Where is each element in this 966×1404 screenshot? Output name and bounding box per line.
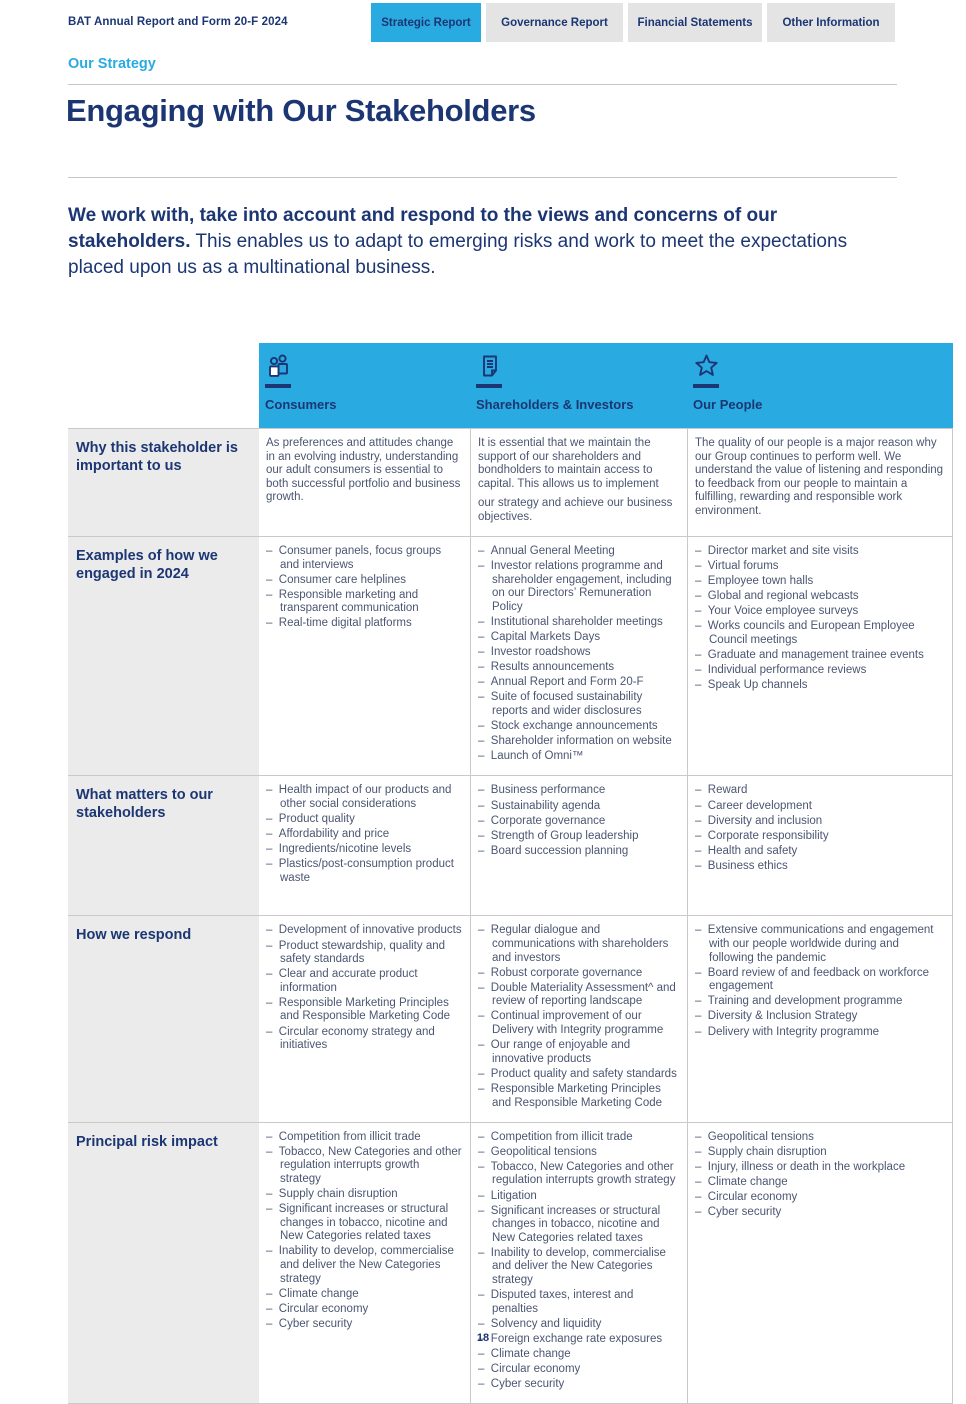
bullet-item: – Geopolitical tensions bbox=[478, 1146, 679, 1160]
bullet-item: – Cyber security bbox=[695, 1206, 944, 1220]
bullet-item: – Director market and site visits bbox=[695, 545, 944, 559]
cell-shareholders-investors bbox=[470, 916, 687, 1121]
bullet-item: – Speak Up channels bbox=[695, 679, 944, 693]
document-icon bbox=[476, 353, 679, 379]
bullet-item: – Suite of focused sustainability reports and wider disclosures bbox=[478, 691, 679, 718]
section-label: Our Strategy bbox=[68, 56, 156, 72]
bullet-item: – Employee town halls bbox=[695, 575, 944, 589]
stakeholder-table bbox=[68, 343, 953, 1404]
bullet-list bbox=[266, 924, 462, 1052]
bullet-list bbox=[695, 1131, 944, 1220]
bullet-item: – Affordability and price bbox=[266, 828, 462, 842]
paragraph: It is essential that we maintain the support of our shareholders and bondholders to maintain access to capital. This allows us to implement bbox=[478, 437, 659, 490]
paragraph: As preferences and attitudes change in an evolving industry, understanding our adult consumers is essential to both successful portfolio and business growth. bbox=[266, 437, 461, 504]
row-label-text: Why this stakeholder is important to us bbox=[76, 440, 238, 474]
table-row-examples-of-how-we-engaged-in-2024 bbox=[68, 536, 953, 775]
column-header-shareholders-investors bbox=[470, 343, 687, 428]
bullet-item: – Competition from illicit trade bbox=[478, 1131, 679, 1145]
tab-strategic-report[interactable]: Strategic Report bbox=[371, 3, 481, 42]
bullet-item: – Plastics/post-consumption product waste bbox=[266, 858, 462, 885]
bullet-list bbox=[695, 784, 944, 873]
bullet-item: – Career development bbox=[695, 800, 944, 814]
icon-underline bbox=[693, 384, 719, 388]
bullet-item: – Inability to develop, commercialise and deliver the New Categories strategy bbox=[266, 1245, 462, 1286]
row-label-text: What matters to our stakeholders bbox=[76, 787, 213, 822]
table-header-spacer bbox=[68, 343, 259, 428]
bullet-item: – Works councils and European Employee Council meetings bbox=[695, 620, 944, 647]
table-row-why-this-stakeholder-is-important-to-us bbox=[68, 428, 953, 536]
bullet-item: – Supply chain disruption bbox=[266, 1188, 462, 1202]
column-label: Shareholders & Investors bbox=[476, 396, 634, 412]
bullet-item: – Regular dialogue and communications with shareholders and investors bbox=[478, 924, 679, 965]
tab-financial-statements[interactable]: Financial Statements bbox=[628, 3, 762, 42]
row-label bbox=[68, 429, 259, 536]
star-icon bbox=[693, 353, 945, 379]
row-label-text: Principal risk impact bbox=[76, 1133, 218, 1150]
bullet-item: – Diversity & Inclusion Strategy bbox=[695, 1010, 944, 1024]
table-row-what-matters-to-our-stakeholders bbox=[68, 775, 953, 915]
bullet-item: – Corporate governance bbox=[478, 815, 679, 829]
icon-underline bbox=[476, 384, 502, 388]
row-label bbox=[68, 1123, 259, 1404]
divider bbox=[68, 84, 897, 85]
row-label-text: Examples of how we engaged in 2024 bbox=[76, 548, 218, 582]
bullet-item: – Circular economy bbox=[478, 1363, 679, 1377]
bullet-item: – Annual General Meeting bbox=[478, 545, 679, 559]
bullet-item: – Global and regional webcasts bbox=[695, 590, 944, 604]
bullet-item: – Real-time digital platforms bbox=[266, 617, 462, 631]
bullet-item: – Responsible Marketing Principles and Responsible Marketing Code bbox=[266, 997, 462, 1024]
bullet-item: – Ingredients/nicotine levels bbox=[266, 843, 462, 857]
bullet-item: – Robust corporate governance bbox=[478, 967, 679, 981]
bullet-item: – Significant increases or structural changes in tobacco, nicotine and New Categories related taxes bbox=[478, 1205, 679, 1246]
bullet-item: – Graduate and management trainee events bbox=[695, 649, 944, 663]
bullet-item: – Double Materiality Assessment^ and review of reporting landscape bbox=[478, 982, 679, 1009]
bullet-item: – Climate change bbox=[695, 1176, 944, 1190]
bullet-list bbox=[478, 784, 679, 858]
bullet-item: – Our range of enjoyable and innovative products bbox=[478, 1039, 679, 1066]
bullet-item: – Business performance bbox=[478, 784, 679, 798]
people-icon bbox=[265, 353, 462, 379]
bullet-item: – Disputed taxes, interest and penalties bbox=[478, 1289, 679, 1316]
bullet-item: – Development of innovative products bbox=[266, 924, 462, 938]
cell-consumers bbox=[259, 1123, 470, 1404]
report-tabs bbox=[371, 3, 895, 42]
table-header bbox=[68, 343, 953, 428]
bullet-list bbox=[478, 924, 679, 1110]
bullet-item: – Solvency and liquidity bbox=[478, 1318, 679, 1332]
bullet-item: – Investor relations programme and shareholder engagement, including on our Directors’ Remuneration Policy bbox=[478, 560, 679, 614]
bullet-list bbox=[695, 545, 944, 693]
cell-our-people bbox=[687, 1123, 953, 1404]
cell-shareholders-investors bbox=[470, 537, 687, 775]
bullet-item: – Circular economy strategy and initiatives bbox=[266, 1026, 462, 1053]
cell-shareholders-investors bbox=[470, 429, 687, 536]
bullet-item: – Responsible marketing and transparent communication bbox=[266, 589, 462, 616]
bullet-item: – Foreign exchange rate exposures bbox=[478, 1333, 679, 1347]
bullet-item: – Your Voice employee surveys bbox=[695, 605, 944, 619]
bullet-item: – Climate change bbox=[478, 1348, 679, 1362]
bullet-item: – Stock exchange announcements bbox=[478, 720, 679, 734]
bullet-item: – Tobacco, New Categories and other regulation interrupts growth strategy bbox=[478, 1161, 679, 1188]
paragraph: our strategy and achieve our business objectives. bbox=[478, 497, 673, 523]
bullet-item: – Delivery with Integrity programme bbox=[695, 1026, 944, 1040]
cell-our-people bbox=[687, 776, 953, 915]
column-header-our-people bbox=[687, 343, 953, 428]
bullet-item: – Consumer care helplines bbox=[266, 574, 462, 588]
row-label-text: How we respond bbox=[76, 927, 192, 944]
bullet-item: – Annual Report and Form 20-F bbox=[478, 676, 679, 690]
bullet-item: – Reward bbox=[695, 784, 944, 798]
cell-shareholders-investors bbox=[470, 1123, 687, 1404]
bullet-item: – Corporate responsibility bbox=[695, 830, 944, 844]
bullet-item: – Circular economy bbox=[266, 1303, 462, 1317]
cell-consumers bbox=[259, 776, 470, 915]
cell-our-people bbox=[687, 916, 953, 1121]
bullet-item: – Tobacco, New Categories and other regulation interrupts growth strategy bbox=[266, 1146, 462, 1187]
bullet-list bbox=[266, 545, 462, 631]
column-header-consumers bbox=[259, 343, 470, 428]
page-number: 18 bbox=[476, 1332, 490, 1344]
intro-bold-text: We work with, take into account and respond to the views and concerns of our stakeholders. bbox=[68, 205, 778, 252]
row-label bbox=[68, 776, 259, 915]
bullet-item: – Sustainability agenda bbox=[478, 800, 679, 814]
tab-other-information[interactable]: Other Information bbox=[767, 3, 895, 42]
cell-our-people bbox=[687, 429, 953, 536]
bullet-list bbox=[266, 1131, 462, 1332]
bullet-item: – Institutional shareholder meetings bbox=[478, 616, 679, 630]
intro-paragraph bbox=[68, 203, 868, 281]
bullet-item: – Competition from illicit trade bbox=[266, 1131, 462, 1145]
bullet-item: – Injury, illness or death in the workplace bbox=[695, 1161, 944, 1175]
column-label: Our People bbox=[693, 396, 763, 412]
bullet-item: – Training and development programme bbox=[695, 995, 944, 1009]
bullet-item: – Continual improvement of our Delivery with Integrity programme bbox=[478, 1010, 679, 1037]
bullet-list bbox=[478, 545, 679, 764]
report-title: BAT Annual Report and Form 20-F 2024 bbox=[68, 16, 288, 28]
bullet-item: – Consumer panels, focus groups and interviews bbox=[266, 545, 462, 572]
table-row-principal-risk-impact bbox=[68, 1122, 953, 1404]
table-row-how-we-respond bbox=[68, 915, 953, 1121]
bullet-item: – Extensive communications and engagement with our people worldwide during and following the pandemic bbox=[695, 924, 944, 965]
tab-governance-report[interactable]: Governance Report bbox=[486, 3, 623, 42]
bullet-item: – Shareholder information on website bbox=[478, 735, 679, 749]
cell-our-people bbox=[687, 537, 953, 775]
bullet-item: – Responsible Marketing Principles and Responsible Marketing Code bbox=[478, 1083, 679, 1110]
page-title: Engaging with Our Stakeholders bbox=[66, 93, 536, 128]
bullet-item: – Health and safety bbox=[695, 845, 944, 859]
bullet-item: – Product stewardship, quality and safety standards bbox=[266, 940, 462, 967]
bullet-list bbox=[695, 924, 944, 1039]
bullet-item: – Product quality bbox=[266, 813, 462, 827]
bullet-item: – Cyber security bbox=[266, 1318, 462, 1332]
bullet-item: – Business ethics bbox=[695, 860, 944, 874]
bullet-item: – Launch of Omni™ bbox=[478, 750, 679, 764]
table-body bbox=[68, 428, 953, 1404]
bullet-item: – Cyber security bbox=[478, 1378, 679, 1392]
icon-underline bbox=[265, 384, 291, 388]
bullet-item: – Investor roadshows bbox=[478, 646, 679, 660]
bullet-item: – Capital Markets Days bbox=[478, 631, 679, 645]
cell-consumers bbox=[259, 429, 470, 536]
bullet-item: – Individual performance reviews bbox=[695, 664, 944, 678]
bullet-item: – Inability to develop, commercialise and deliver the New Categories strategy bbox=[478, 1247, 679, 1288]
bullet-item: – Geopolitical tensions bbox=[695, 1131, 944, 1145]
bullet-item: – Board succession planning bbox=[478, 845, 679, 859]
bullet-item: – Results announcements bbox=[478, 661, 679, 675]
bullet-item: – Circular economy bbox=[695, 1191, 944, 1205]
bullet-item: – Significant increases or structural changes in tobacco, nicotine and New Categories related taxes bbox=[266, 1203, 462, 1244]
cell-consumers bbox=[259, 916, 470, 1121]
bullet-item: – Board review of and feedback on workforce engagement bbox=[695, 967, 944, 994]
bullet-list bbox=[266, 784, 462, 885]
bullet-item: – Clear and accurate product information bbox=[266, 968, 462, 995]
bullet-item: – Product quality and safety standards bbox=[478, 1068, 679, 1082]
bullet-item: – Virtual forums bbox=[695, 560, 944, 574]
bullet-list bbox=[478, 1131, 679, 1392]
cell-consumers bbox=[259, 537, 470, 775]
row-label bbox=[68, 537, 259, 775]
bullet-item: – Diversity and inclusion bbox=[695, 815, 944, 829]
divider bbox=[68, 177, 897, 178]
bullet-item: – Strength of Group leadership bbox=[478, 830, 679, 844]
bullet-item: – Climate change bbox=[266, 1288, 462, 1302]
bullet-item: – Litigation bbox=[478, 1190, 679, 1204]
column-label: Consumers bbox=[265, 396, 337, 412]
cell-shareholders-investors bbox=[470, 776, 687, 915]
intro-regular-text: This enables us to adapt to emerging risks and work to meet the expectations placed upon us as a multinational business. bbox=[68, 231, 848, 278]
bullet-item: – Supply chain disruption bbox=[695, 1146, 944, 1160]
paragraph: The quality of our people is a major reason why our Group continues to perform well. We understand the value of listening and responding to feedback from our people to maintain a fulfilling, rewarding and responsible work environment. bbox=[695, 437, 944, 517]
bullet-item: – Health impact of our products and other social considerations bbox=[266, 784, 462, 811]
row-label bbox=[68, 916, 259, 1121]
